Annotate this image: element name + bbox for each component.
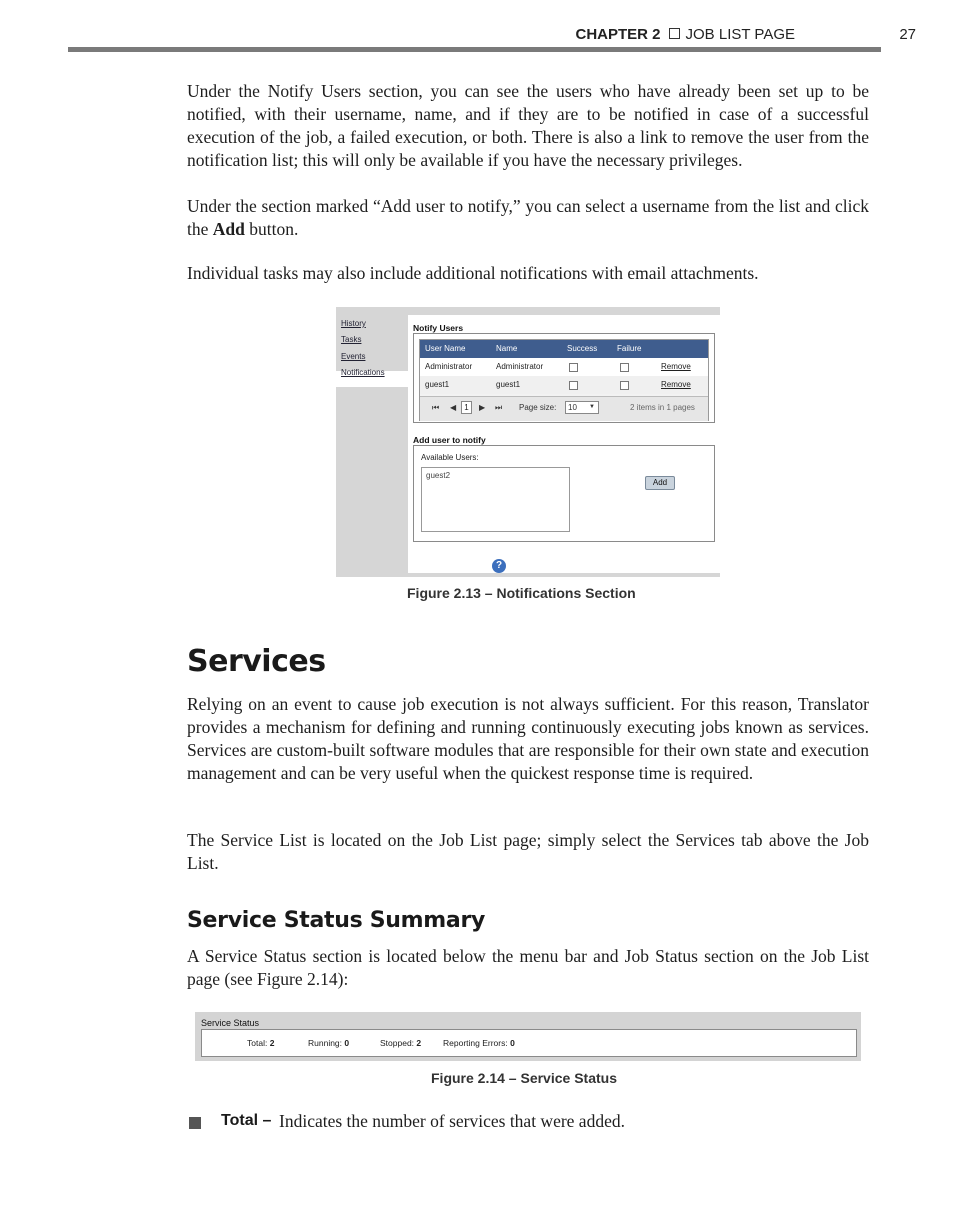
add-user-title: Add user to notify (413, 435, 486, 445)
errors-label: Reporting Errors: (443, 1038, 508, 1048)
available-users-list[interactable] (421, 467, 570, 532)
next-page-icon[interactable]: ▶ (479, 403, 486, 412)
last-page-icon[interactable]: ⏭ (495, 403, 503, 412)
column-user-name: User Name (425, 344, 466, 353)
list-item[interactable]: guest2 (426, 471, 451, 480)
heading-services: Services (187, 644, 326, 679)
add-user-box (413, 445, 715, 542)
remove-link[interactable]: Remove (661, 362, 691, 371)
notifications-panel (408, 315, 720, 573)
first-page-icon[interactable]: ⏮ (432, 403, 440, 412)
page-number: 27 (899, 26, 916, 43)
failure-checkbox[interactable] (620, 381, 629, 390)
paragraph-add-user-bold: Add (212, 219, 245, 239)
cell-name: guest1 (496, 380, 521, 389)
bullet-text: Indicates the number of services that were added. (279, 1111, 625, 1131)
paragraph-notify-users: Under the Notify Users section, you can see the users who have already been set up to be notified, with their username, name, and if they are to be notified in case of a successful execution of the job, a failed execution, or both. There is also a link to remove the user from the notification list; this will only be available if you have the necessary privileges. (187, 81, 869, 170)
grid-pager (420, 396, 708, 421)
current-page-box[interactable]: 1 (461, 401, 472, 414)
sidebar-item-events[interactable]: Events (341, 352, 366, 361)
available-users-label: Available Users: (421, 453, 479, 462)
remove-link[interactable]: Remove (661, 380, 691, 389)
total-label: Total: (247, 1038, 268, 1048)
cell-user-name: guest1 (425, 380, 450, 389)
cell-name: Administrator (496, 362, 544, 371)
table-row (420, 376, 708, 394)
paragraph-add-user-text-2: button. (244, 219, 299, 239)
chapter-label: CHAPTER 2 (575, 26, 661, 43)
sidebar (336, 315, 408, 577)
service-status-screenshot (195, 1012, 861, 1061)
service-status-box (201, 1029, 857, 1057)
page-size-select[interactable] (565, 401, 599, 414)
chapter-heading (576, 26, 796, 43)
heading-service-status-summary: Service Status Summary (187, 908, 486, 933)
chapter-section-title: JOB LIST PAGE (685, 26, 795, 43)
service-status-title: Service Status (201, 1018, 260, 1028)
figure-caption-2-13: Figure 2.13 – Notifications Section (407, 585, 636, 601)
success-checkbox[interactable] (569, 381, 578, 390)
page-size-label: Page size: (519, 403, 557, 412)
notifications-screenshot (336, 307, 720, 577)
notify-users-title: Notify Users (413, 323, 464, 333)
prev-page-icon[interactable]: ◀ (450, 403, 457, 412)
bullet-term: Total – (221, 1112, 272, 1129)
header-rule (68, 47, 881, 52)
running-value: 0 (344, 1038, 350, 1048)
add-button[interactable]: Add (645, 476, 675, 490)
notify-users-grid (419, 339, 709, 421)
paragraph-service-list: The Service List is located on the Job List page; simply select the Services tab above the Job List. (187, 830, 869, 873)
total-value: 2 (269, 1038, 275, 1048)
chevron-down-icon: ▼ (589, 404, 595, 410)
help-icon[interactable]: ? (492, 559, 506, 573)
paragraph-services: Relying on an event to cause job execution is not always sufficient. For this reason, Translator provides a mechanism for defining and running continuously executing jobs known as services. Services are custom-built software modules that are responsible for their own state and execution management and can be very useful when the quickest response time is required. (187, 694, 869, 783)
sidebar-item-notifications[interactable]: Notifications (341, 368, 385, 377)
stopped-label: Stopped: (380, 1038, 415, 1048)
paragraph-attachments: Individual tasks may also include additional notifications with email attachments. (187, 263, 759, 283)
errors-stat (443, 1038, 515, 1048)
stopped-stat (380, 1038, 421, 1048)
failure-checkbox[interactable] (620, 363, 629, 372)
paragraph-service-status: A Service Status section is located below the menu bar and Job Status section on the Job List page (see Figure 2.14): (187, 946, 869, 989)
table-row (420, 358, 708, 376)
running-stat (308, 1038, 349, 1048)
page-size-value: 10 (568, 403, 577, 412)
running-header (68, 26, 916, 56)
success-checkbox[interactable] (569, 363, 578, 372)
paragraph-add-user-text-1: Under the section marked “Add user to notify,” you can select a username from the list and click the (187, 196, 869, 239)
column-success: Success (567, 344, 598, 353)
column-name: Name (496, 344, 518, 353)
pager-summary: 2 items in 1 pages (630, 403, 695, 412)
sidebar-item-tasks[interactable]: Tasks (341, 335, 362, 344)
total-stat (247, 1038, 274, 1048)
sidebar-item-history[interactable]: History (341, 319, 366, 328)
cell-user-name: Administrator (425, 362, 473, 371)
column-failure: Failure (617, 344, 642, 353)
separator-box-icon (669, 28, 680, 39)
running-label: Running: (308, 1038, 343, 1048)
grid-header (420, 340, 708, 358)
errors-value: 0 (510, 1038, 515, 1048)
stopped-value: 2 (416, 1038, 422, 1048)
paragraph-add-user (187, 195, 869, 241)
figure-bottom-border (408, 573, 720, 577)
figure-caption-2-14: Figure 2.14 – Service Status (431, 1070, 617, 1086)
bullet-square-icon (189, 1117, 201, 1129)
